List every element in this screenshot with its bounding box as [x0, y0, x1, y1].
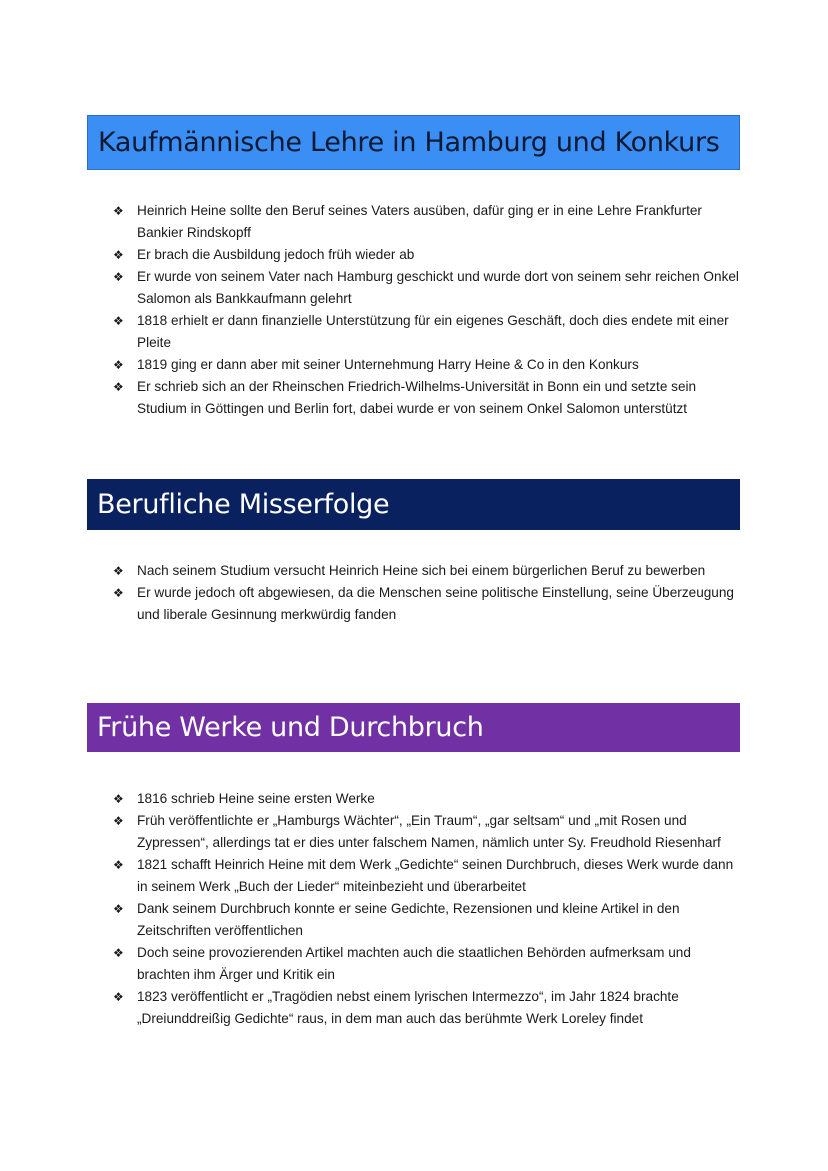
- list-item: [113, 200, 743, 244]
- diamond-bullet-icon: ❖: [113, 270, 124, 284]
- diamond-bullet-icon: ❖: [113, 990, 124, 1004]
- list-item: [113, 582, 743, 626]
- diamond-bullet-icon: ❖: [113, 792, 124, 806]
- diamond-bullet-icon: ❖: [113, 248, 124, 262]
- list-item: [113, 788, 743, 810]
- diamond-bullet-icon: ❖: [113, 314, 124, 328]
- list-item-text: 1819 ging er dann aber mit seiner Unternehmung Harry Heine & Co in den Konkurs: [137, 357, 639, 372]
- list-item-text: Er wurde jedoch oft abgewiesen, da die Menschen seine politische Einstellung, seine Überzeugung und liberale Gesinnung merkwürdig fanden: [137, 585, 734, 622]
- list-item-text: Heinrich Heine sollte den Beruf seines Vaters ausüben, dafür ging er in eine Lehre Frankfurter Bankier Rindskopff: [137, 203, 702, 240]
- list-item-text: 1816 schrieb Heine seine ersten Werke: [137, 791, 375, 806]
- list-item: [113, 810, 743, 854]
- list-item: [113, 986, 743, 1030]
- list-item: [113, 354, 743, 376]
- list-item: [113, 244, 743, 266]
- diamond-bullet-icon: ❖: [113, 358, 124, 372]
- section-heading: Frühe Werke und Durchbruch: [87, 703, 740, 752]
- list-item: [113, 854, 743, 898]
- list-item: [113, 560, 743, 582]
- diamond-bullet-icon: ❖: [113, 814, 124, 828]
- list-item-text: 1823 veröffentlicht er „Tragödien nebst einem lyrischen Intermezzo“, im Jahr 1824 brachte „Dreiunddreißig Gedichte“ raus, in dem man auch das berühmte Werk Loreley findet: [137, 989, 679, 1026]
- list-item-text: 1818 erhielt er dann finanzielle Unterstützung für ein eigenes Geschäft, doch dies endete mit einer Pleite: [137, 313, 729, 350]
- list-item: [113, 376, 743, 420]
- diamond-bullet-icon: ❖: [113, 858, 124, 872]
- diamond-bullet-icon: ❖: [113, 586, 124, 600]
- list-item-text: Früh veröffentlichte er „Hamburgs Wächter“, „Ein Traum“, „gar seltsam“ und „mit Rosen und Zypressen“, allerdings tat er dies unter falschem Namen, nämlich unter Sy. Freudhold Riesenharf: [137, 813, 721, 850]
- bullet-list: [113, 200, 743, 420]
- section-berufliche-misserfolge: [87, 479, 740, 626]
- section-fruehe-werke: [87, 703, 740, 1030]
- diamond-bullet-icon: ❖: [113, 902, 124, 916]
- list-item-text: Er schrieb sich an der Rheinschen Friedrich-Wilhelms-Universität in Bonn ein und setzte sein Studium in Göttingen und Berlin fort, dabei wurde er von seinem Onkel Salomon unterstützt: [137, 379, 697, 416]
- list-item: [113, 310, 743, 354]
- list-item-text: Doch seine provozierenden Artikel machten auch die staatlichen Behörden aufmerksam und brachten ihm Ärger und Kritik ein: [137, 945, 691, 982]
- list-item: [113, 942, 743, 986]
- diamond-bullet-icon: ❖: [113, 946, 124, 960]
- diamond-bullet-icon: ❖: [113, 380, 124, 394]
- diamond-bullet-icon: ❖: [113, 204, 124, 218]
- diamond-bullet-icon: ❖: [113, 564, 124, 578]
- section-heading: Kaufmännische Lehre in Hamburg und Konkurs: [87, 115, 740, 170]
- bullet-list: [113, 788, 743, 1030]
- list-item-text: Er wurde von seinem Vater nach Hamburg geschickt und wurde dort von seinem sehr reichen Onkel Salomon als Bankkaufmann gelehrt: [137, 269, 739, 306]
- list-item: [113, 898, 743, 942]
- list-item-text: 1821 schafft Heinrich Heine mit dem Werk „Gedichte“ seinen Durchbruch, dieses Werk wurde dann in seinem Werk „Buch der Lieder“ miteinbezieht und überarbeitet: [137, 857, 734, 894]
- bullet-list: [113, 560, 743, 626]
- list-item: [113, 266, 743, 310]
- list-item-text: Nach seinem Studium versucht Heinrich Heine sich bei einem bürgerlichen Beruf zu bewerben: [137, 563, 706, 578]
- list-item-text: Dank seinem Durchbruch konnte er seine Gedichte, Rezensionen und kleine Artikel in den Zeitschriften veröffentlichen: [137, 901, 680, 938]
- section-heading: Berufliche Misserfolge: [87, 479, 740, 530]
- list-item-text: Er brach die Ausbildung jedoch früh wieder ab: [137, 247, 415, 262]
- section-kaufmaennische-lehre: [87, 115, 740, 420]
